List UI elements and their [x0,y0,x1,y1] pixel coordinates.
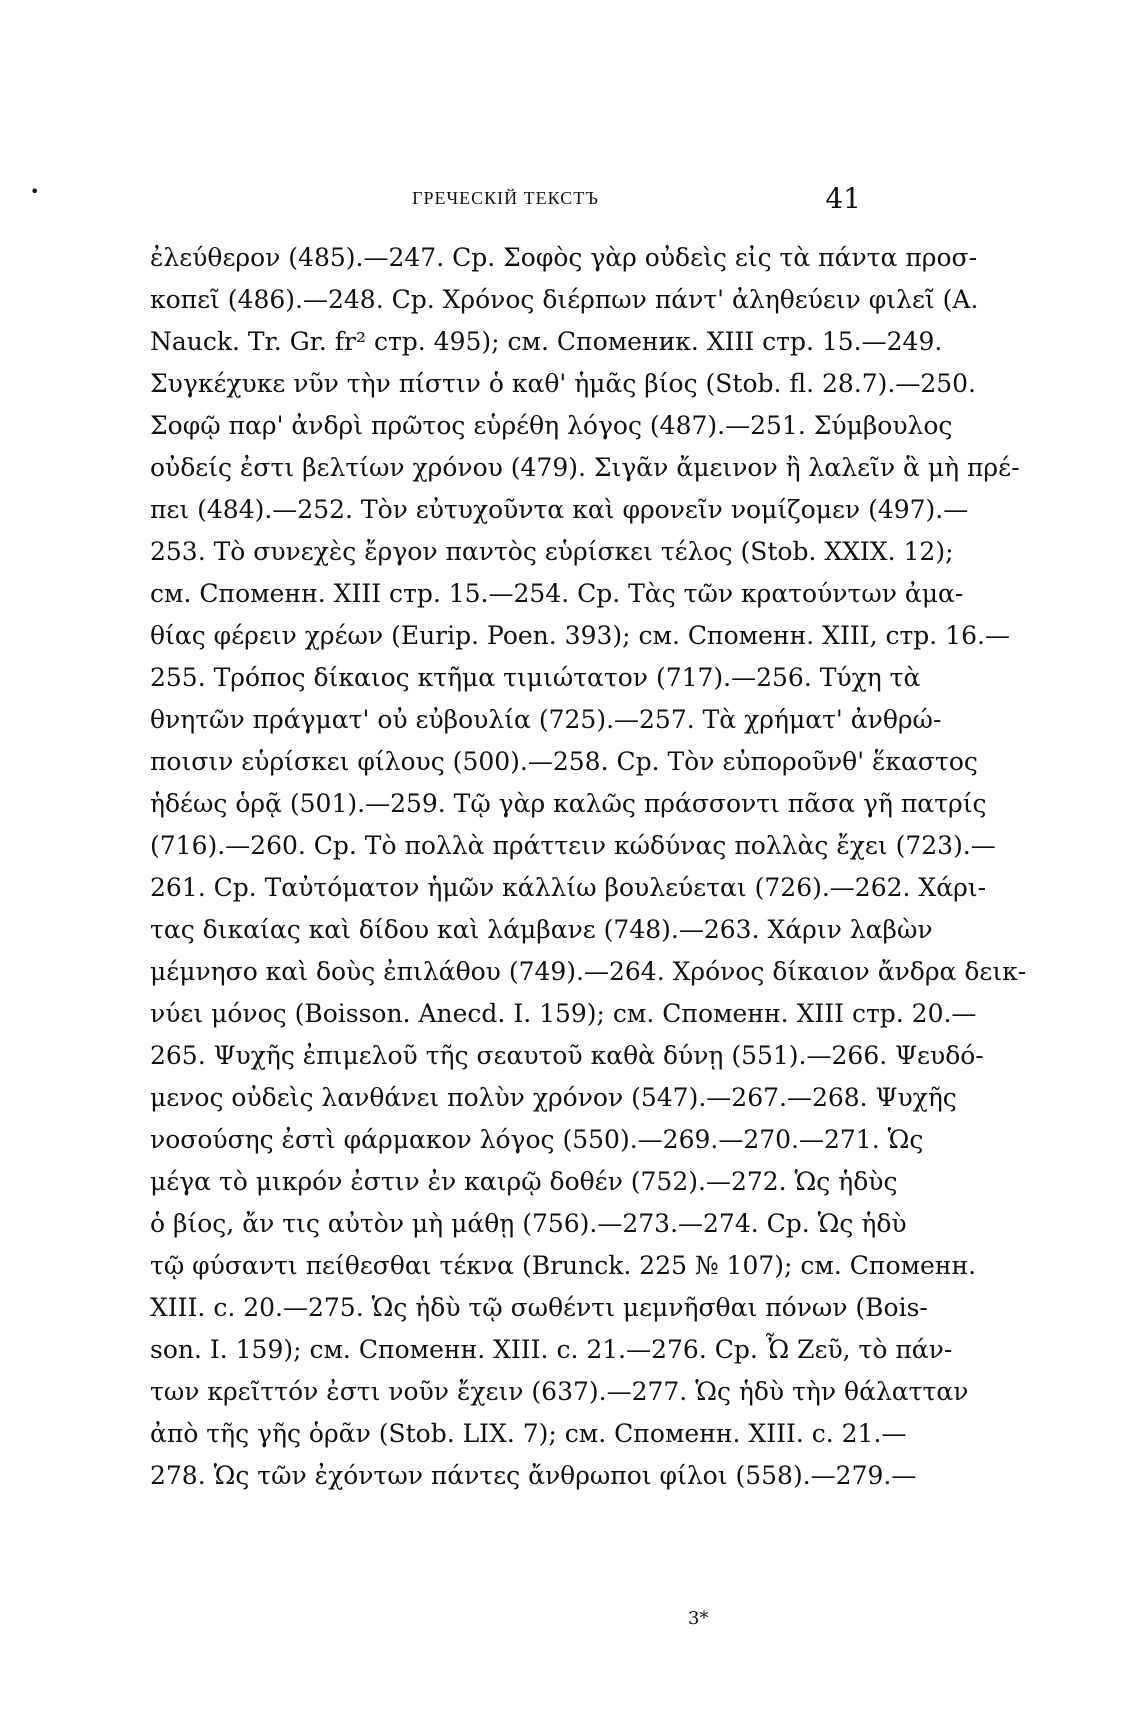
margin-mark: • [30,182,40,201]
text-line: πει (484).—252. Τὸν εὐτυχοῦντα καὶ φρονεῖν νομίζομεν (497).— [150,495,969,524]
page-number: 41 [825,182,861,215]
text-line: ἐλεύθερον (485).—247. Ср. Σοφὸς γὰρ οὐδεὶς εἰς τὰ πάντα προσ- [150,243,978,272]
text-line: ὁ βίος, ἄν τις αὐτὸν μὴ μάθῃ (756).—273.—274. Ср. Ὡς ἡδὺ [150,1209,907,1238]
text-line: μέμνησο καὶ δοὺς ἐπιλάθου (749).—264. Χρόνος δίκαιον ἄνδρα δεικ- [150,957,1027,986]
text-line: Nauck. Tr. Gr. fr² стр. 495); см. Споменик. XIII стр. 15.—249. [150,327,943,356]
text-line: μενος οὐδεὶς λανθάνει πολὺν χρόνον (547).—267.—268. Ψυχῆς [150,1083,957,1112]
text-line: θνητῶν πράγματ' οὐ εὐβουλία (725).—257. Τὰ χρήματ' ἀνθρώ- [150,705,942,734]
signature-mark: 3* [688,1608,709,1629]
text-line: μέγα τὸ μικρόν ἐστιν ἐν καιρῷ δοθέν (752).—272. Ὡς ἡδὺς [150,1167,898,1196]
page-header [150,172,861,215]
text-line: XIII. с. 20.—275. Ὡς ἡδὺ τῷ σωθέντι μεμνῆσθαι πόνων (Bois- [150,1293,928,1322]
text-line: ἡδέως ὁρᾷ (501).—259. Τῷ γὰρ καλῶς πράσσοντι πᾶσα γῆ πατρίς [150,789,987,818]
text-line: Συγκέχυκε νῦν τὴν πίστιν ὁ καθ' ἡμᾶς βίος (Stob. fl. 28.7).—250. [150,369,976,398]
text-line: κοπεῖ (486).—248. Ср. Χρόνος διέρπων πάντ' ἀληθεύειν φιλεῖ (A. [150,285,979,314]
text-line: νοσούσης ἐστὶ φάρμακον λόγος (550).—269.—270.—271. Ὡς [150,1125,924,1154]
text-line: son. I. 159); см. Споменн. XIII. с. 21.—276. Ср. Ὦ Ζεῦ, τὸ πάν- [150,1335,953,1364]
text-line: τας δικαίας καὶ δίδου καὶ λάμβανε (748).—263. Χάριν λαβὼν [150,915,933,944]
text-line: των κρεῖττόν ἐστι νοῦν ἔχειν (637).—277. Ὡς ἡδὺ τὴν θάλατταν [150,1377,969,1406]
text-line: νύει μόνος (Boisson. Anecd. I. 159); см. Споменн. XIII стр. 20.— [150,999,977,1028]
text-line: (716).—260. Ср. Τὸ πολλὰ πράττειν κώδύνας πολλὰς ἔχει (723).— [150,831,996,860]
text-line: ἀπὸ τῆς γῆς ὁρᾶν (Stob. LIX. 7); см. Споменн. XIII. с. 21.— [150,1419,907,1448]
body-text [150,237,1027,1497]
text-line: οὐδείς ἐστι βελτίων χρόνου (479). Σιγᾶν ἄμεινον ἢ λαλεῖν ἃ μὴ πρέ- [150,453,1020,482]
running-title: ГРЕЧЕСКІЙ ТЕКСТЪ [412,188,599,208]
text-line: 261. Ср. Ταὐτόματον ἡμῶν κάλλίω βουλεύεται (726).—262. Χάρι- [150,873,987,902]
text-line: см. Споменн. XIII стр. 15.—254. Ср. Τὰς τῶν κρατούντων ἀμα- [150,579,964,608]
text-line: 265. Ψυχῆς ἐπιμελοῦ τῆς σεαυτοῦ καθὰ δύνῃ (551).—266. Ψευδό- [150,1041,984,1070]
text-line: ποισιν εὑρίσκει φίλους (500).—258. Ср. Τὸν εὐποροῦνθ' ἕκαστος [150,747,978,776]
text-line: 278. Ὡς τῶν ἐχόντων πάντες ἄνθρωποι φίλοι (558).—279.— [150,1461,917,1490]
text-line: 255. Τρόπος δίκαιος κτῆμα τιμιώτατον (717).—256. Τύχη τὰ [150,663,921,692]
text-line: τῷ φύσαντι πείθεσθαι τέκνα (Brunck. 225 № 107); см. Споменн. [150,1251,977,1280]
text-line: θίας φέρειν χρέων (Eurip. Poen. 393); см. Споменн. XIII, стр. 16.— [150,621,1010,650]
text-line: 253. Τὸ συνεχὲς ἔργον παντὸς εὑρίσκει τέλος (Stob. XXIX. 12); [150,537,954,566]
text-line: Σοφῷ παρ' ἀνδρὶ πρῶτος εὑρέθη λόγος (487).—251. Σύμβουλος [150,411,953,440]
